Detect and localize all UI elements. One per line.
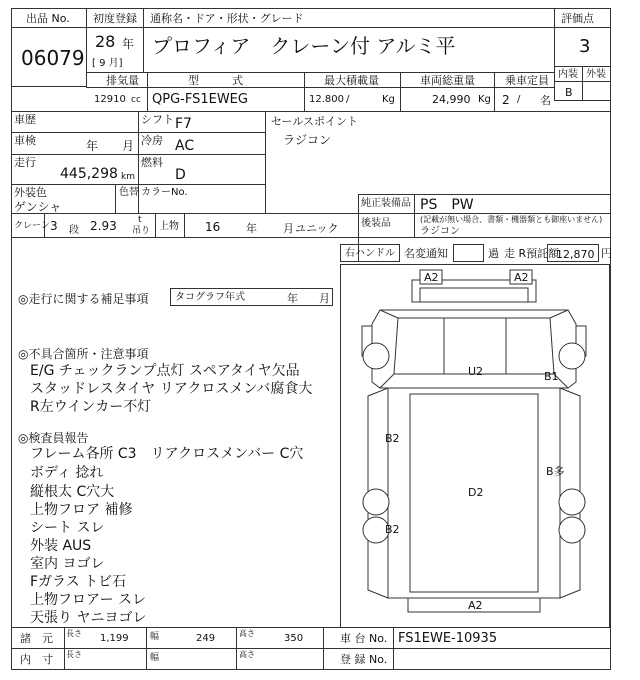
crane-capacity-t: t [138,215,142,225]
running-notes-label: ◎走行に関する補足事項 [18,292,149,306]
yen-unit: 円 [601,247,612,260]
damage-label: A2 [468,599,483,612]
inspector-item: 天張り ヤニヨゴレ [30,610,147,626]
width-value: 249 [196,633,216,644]
ext-color-label: 外装色 [14,186,47,199]
ownership-label: 名変通知 [404,247,448,260]
interior-label-cell [554,66,583,82]
inspector-item: 上物フロアー スレ [30,592,147,608]
registration-label: 登 録 No. [340,653,388,666]
first-reg-month: [ 9 月] [92,58,123,69]
ext-color-value: ゲンシャ [14,200,62,214]
inspector-item: 上物フロア 補修 [30,502,133,518]
lot-number: 06079 [21,46,85,70]
right-hand-box [340,244,400,262]
exterior-label-cell [582,66,611,82]
damage-label: B1 [544,370,559,383]
inspection-month: 月 [122,139,135,153]
crane-capacity-unit: 吊り [132,226,151,236]
body-year: 16 [205,220,221,234]
model-desc-label: 通称名・ドア・形状・グレード [150,12,304,25]
fuel-value: D [175,167,186,183]
ownership-checkbox [453,244,484,262]
rating-value: 3 [579,36,591,57]
length-value: 1,199 [100,633,129,644]
lot-label: 出品 No. [26,12,70,25]
ac-label: 冷房 [141,134,163,147]
gross-unit: Kg [478,94,491,105]
truck-diagram [340,264,610,628]
mileage-label: 走行 [14,156,36,169]
color-code-label: カラーNo. [141,187,188,198]
damage-label: D2 [468,486,484,499]
crane-capacity: 2.93 [90,219,117,233]
riders-unit: 名 [540,94,551,107]
first-reg-label-cell [86,8,144,28]
damage-label: B多 [546,465,565,478]
inspection-year: 年 [86,139,99,153]
inspector-item: フレーム各所 C3 リアクロスメンバー C穴 [30,446,304,462]
rating-value-cell [554,27,611,67]
inspector-item: Fガラス トビ石 [30,574,127,590]
in-width-label: 幅 [150,653,160,663]
model-name: プロフィア クレーン付 アルミ平 [152,34,456,58]
aftermarket-label: 後装品 [361,218,391,229]
in-height-label: 高さ [239,650,255,659]
displacement: 12910 [94,94,126,105]
damage-label: A2 [514,271,529,284]
body-month-unit: 月 [283,222,294,235]
body-label: 上物 [159,221,179,232]
chassis-label: 車 台 No. [340,632,388,645]
dims-label: 諸 元 [20,632,53,645]
ac-value: AC [175,138,195,154]
tacho-label: タコグラフ年式 [175,292,245,303]
height-value: 350 [284,633,304,644]
lot-number-cell [11,27,87,87]
crane-stages: 3 [50,219,58,233]
sales-point-label: セールスポイント [271,115,359,128]
rating-label: 評価点 [561,12,594,25]
first-reg-label: 初度登録 [93,12,137,25]
right-hand-label: 右ハンドル [345,248,395,259]
interior-grade: B [565,86,573,99]
interior-dims-label: 内 寸 [20,653,53,666]
sales-point-value: ラジコン [283,133,332,147]
defect-item: R左ウインカー不灯 [30,399,152,415]
history-label: 車歴 [14,113,36,126]
damage-label: B2 [385,523,400,536]
type-value: QPG-FS1EWEG [152,92,248,107]
inspector-label: ◎検査員報告 [18,431,89,445]
odo-label: 走 R預託額 [504,247,560,260]
interior-label: 内装 [558,69,578,80]
rating-label-cell [554,8,611,28]
aftermarket-value: ラジコン [420,226,460,237]
capacity-unit: Kg [382,94,395,105]
gross-label: 車両総重量 [420,74,475,87]
inspector-item: 縦根太 C穴大 [30,484,115,500]
gross: 24,990 [432,93,471,106]
crane-stages-unit: 段 [69,225,79,236]
damage-label: B2 [385,432,400,445]
defect-item: スタッドレスタイヤ リアクロスメンバ腐食大 [30,381,313,397]
damage-label: U2 [468,365,484,378]
cc-unit: cc [131,95,141,105]
genuine-label: 純正装備品 [361,198,411,209]
tacho-month: 月 [319,292,330,305]
tacho-box [170,288,333,306]
recycle-fee-box [547,244,599,262]
inspector-item: 外装 AUS [30,538,92,554]
defects-label: ◎不具合箇所・注意事項 [18,347,149,361]
exterior-grade-cell [582,81,611,101]
mileage-value: 445,298 [60,166,118,182]
year-unit: 年 [122,37,135,51]
first-reg-year: 28 [95,32,116,51]
capacity: 12.800 [309,94,344,105]
displacement-label: 排気量 [106,74,139,87]
crane-label: クレーン [14,221,50,231]
inspector-item: ボディ 捻れ [30,465,104,481]
inspector-item: シート スレ [30,520,105,536]
recycle-fee: 12,870 [556,248,595,261]
color-no-label: 色替 [119,187,139,198]
inspector-item: 室内 ヨゴレ [30,556,105,572]
shift-label: シフト [141,113,174,126]
defect-item: E/G チェックランプ点灯 スペアタイヤ欠品 [30,363,300,379]
in-length-label: 長さ [66,650,82,659]
riders-slash: / [517,94,521,105]
riders-label: 乗車定員 [505,74,549,87]
capacity-label: 最大積載量 [324,74,379,87]
chassis-value: FS1EWE-10935 [398,631,498,646]
inspection-label: 車検 [14,134,36,147]
riders: 2 [502,93,510,107]
damage-label: A2 [424,271,439,284]
width-label: 幅 [150,632,160,642]
lot-label-cell [11,8,87,28]
type-label: 型 式 [188,74,243,87]
body-year-unit: 年 [246,222,257,235]
shift-value: F7 [175,116,192,132]
crane-maker: ユニック [295,222,339,235]
height-label: 高さ [239,629,255,638]
model-desc-label-cell [143,8,555,28]
genuine-value: PS PW [420,197,474,213]
length-label: 長さ [66,629,82,638]
mileage-unit: km [121,172,135,182]
fuel-label: 燃料 [141,156,163,169]
capacity-slash: / [346,94,350,105]
exterior-label: 外装 [586,69,606,80]
interior-grade-cell [554,81,583,101]
aftermarket-note: (記載が無い場合、書類・機器類とも御座いません) [420,215,603,224]
odo-prefix: 過 [488,247,499,260]
tacho-year: 年 [287,292,298,305]
